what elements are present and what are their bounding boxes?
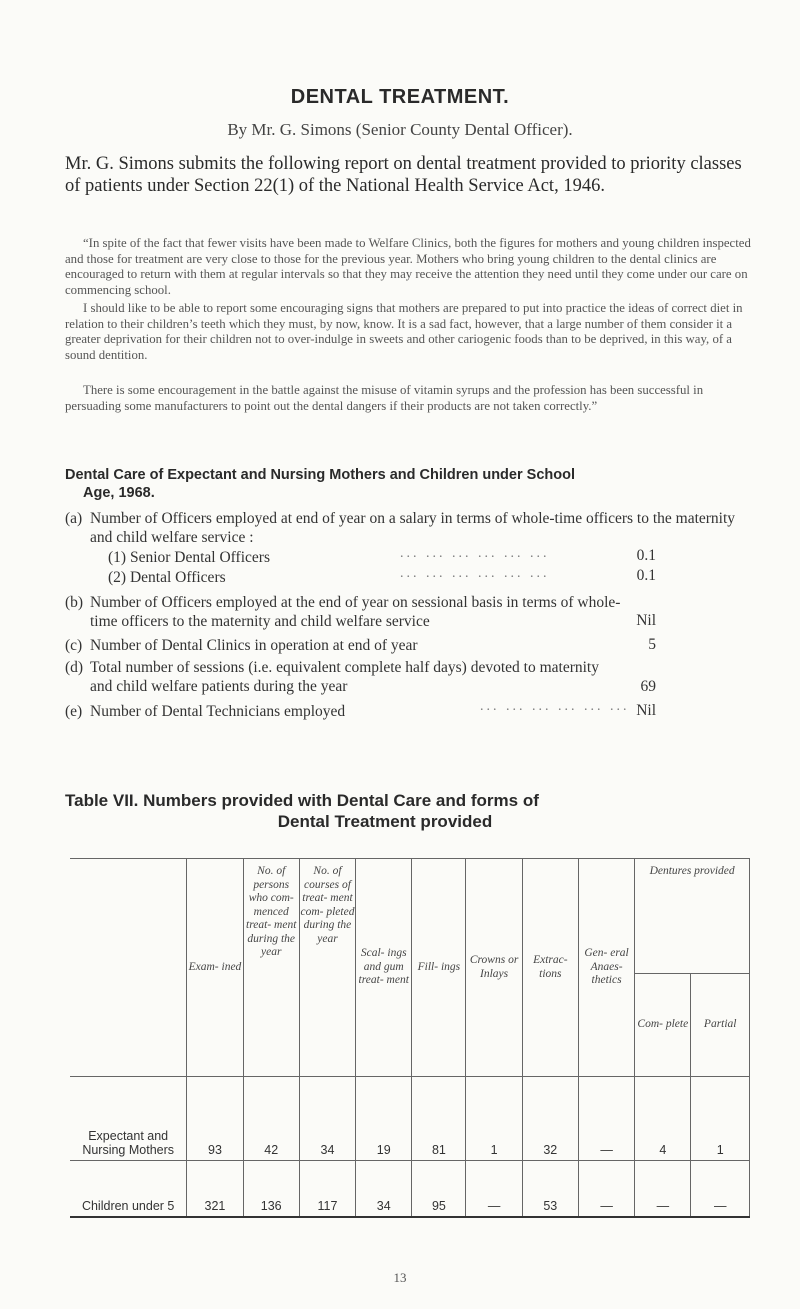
table-title [65,790,765,832]
table-cell: — [635,1161,691,1218]
table-cell: 1 [466,1077,522,1161]
table-cell: — [466,1161,522,1218]
table-cell: — [691,1161,750,1218]
col-header-crowns: Crowns or Inlays [466,859,522,1077]
table-cell: 34 [299,1077,355,1161]
item-label: (a) [65,510,83,527]
list-item [65,658,625,696]
table-title-line: Table VII. Numbers provided with Dental Care and forms of [65,791,539,810]
table-cell: 32 [522,1077,578,1161]
table-cell: 19 [356,1077,412,1161]
item-label: (d) [65,659,84,676]
sub-item-label: (2) Dental Officers [108,569,226,586]
table-cell: 34 [356,1161,412,1218]
quote-paragraph: I should like to be able to report some encouraging signs that mothers are prepared to put into practice the ideas of correct diet in relation to their children’s teeth which they must, by now, know. It is a sad fact, however, that a large number of them consider it a greater deprivation for their children not to over-indulge in sweets and other cariogenic foods than to be deprived, in this way, of a sound dentition. [65,301,743,362]
item-label: (e) [65,703,83,720]
table-cell: 53 [522,1161,578,1218]
table-cell: 117 [299,1161,355,1218]
list-item [65,593,625,631]
byline: By Mr. G. Simons (Senior County Dental Officer). [227,120,573,139]
col-header-extractions: Extrac- tions [522,859,578,1077]
item-label: (b) [65,594,84,611]
col-header-examined: Exam- ined [187,859,243,1077]
table-cell: 81 [412,1077,466,1161]
table-cell: 1 [691,1077,750,1161]
item-label: (c) [65,637,83,654]
table-cell: — [578,1161,634,1218]
item-value: 0.1 [636,547,656,564]
item-value: Nil [636,702,656,719]
col-header-partial: Partial [691,974,750,1077]
leader-dots: ... ... ... ... ... ... [480,699,630,714]
section-title-line: Dental Care of Expectant and Nursing Mothers and Children under School [65,467,575,483]
item-value: Nil [636,612,656,629]
item-text: Total number of sessions (i.e. equivalent complete half days) devoted to maternity and child welfare patients during the year [90,659,599,695]
table-cell: 4 [635,1077,691,1161]
item-text: Number of Dental Clinics in operation at end of year [90,637,418,654]
col-header-commenced: No. of persons who com- menced treat- ment during the year [243,859,299,1077]
row-label: Children under 5 [70,1161,187,1218]
sub-item-label: (1) Senior Dental Officers [108,549,270,566]
list-item [65,702,485,721]
row-label: Expectant and Nursing Mothers [70,1077,187,1161]
table-cell: 321 [187,1161,243,1218]
col-header-fillings: Fill- ings [412,859,466,1077]
item-text: Number of Officers employed at the end of year on sessional basis in terms of whole-time officers to the maternity and child welfare service [90,594,621,630]
section-title [65,466,765,502]
quote-paragraph: There is some encouragement in the battle against the misuse of vitamin syrups and the profession has been successful in persuading some manufacturers to point out the dental dangers if their products are not taken correctly.” [65,383,704,413]
list-item [65,636,585,655]
item-value: 5 [648,636,656,653]
section-title-line: Age, 1968. [83,485,155,501]
col-header-anaesthetics: Gen- eral Anaes- thetics [578,859,634,1077]
table-title-line: Dental Treatment provided [277,812,493,831]
table-cell: 136 [243,1161,299,1218]
table-cell: 93 [187,1077,243,1161]
item-text: Number of Officers employed at end of year on a salary in terms of whole-time officers to the maternity and child welfare service : [90,510,736,546]
quote-paragraph: “In spite of the fact that fewer visits have been made to Welfare Clinics, both the figures for mothers and young children inspected and those for treatment are very close to those for the previous year. Mothers who bring young children to the dental clinics are encouraged to return with them at regular intervals so that they may receive the attention they need until they come under our care on commencing school. [65,236,751,297]
sub-item [108,549,628,567]
table-row [70,1161,750,1218]
col-header-completed: No. of courses of treat- ment com- pleted during the year [299,859,355,1077]
col-header-complete: Com- plete [635,974,691,1077]
page-title: DENTAL TREATMENT. [290,86,510,108]
table-cell: 42 [243,1077,299,1161]
table-row [70,1077,750,1161]
intro-paragraph: Mr. G. Simons submits the following report on dental treatment provided to priority classes of patients under Section 22(1) of the National Health Service Act, 1946. [65,154,742,196]
col-header-dentures: Dentures provided [635,859,750,974]
item-value: 69 [640,678,656,695]
table-cell: 95 [412,1161,466,1218]
item-value: 0.1 [636,567,656,584]
row-header-blank [70,859,187,1077]
dental-treatment-table [70,858,750,1218]
sub-item [108,569,628,587]
table-cell: — [578,1077,634,1161]
page-number: 13 [393,1270,407,1285]
col-header-scalings: Scal- ings and gum treat- ment [356,859,412,1077]
leader-dots: ... ... ... ... ... ... [400,566,550,581]
list-item [65,509,745,547]
item-text: Number of Dental Technicians employed [90,703,346,720]
leader-dots: ... ... ... ... ... ... [400,546,550,561]
